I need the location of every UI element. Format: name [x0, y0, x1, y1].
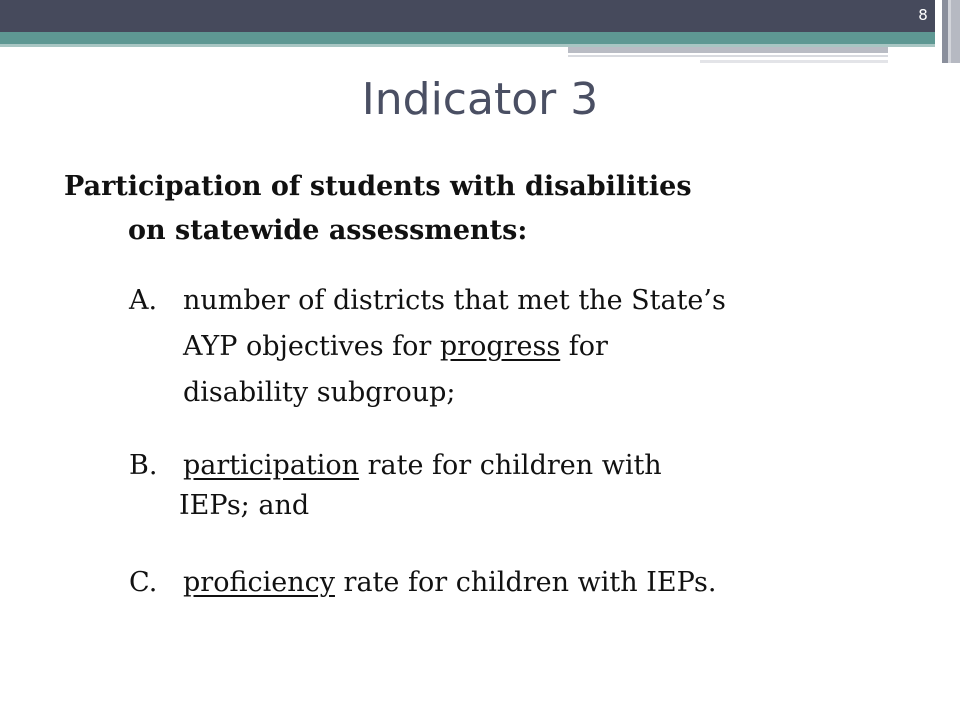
- list-item-c: [129, 560, 869, 606]
- slide-heading: [64, 165, 924, 253]
- text-fragment: AYP objectives for: [183, 331, 440, 362]
- heading-line: Participation of students with disabilities: [64, 171, 692, 202]
- list-item-text: [129, 324, 869, 370]
- decorative-stripe: [935, 0, 942, 63]
- slide-title: Indicator 3: [361, 74, 599, 125]
- underlined-term: participation: [183, 450, 360, 481]
- list-item-text: number of districts that met the State’s: [183, 285, 726, 316]
- decorative-line: [568, 47, 888, 53]
- header-bar: [0, 0, 960, 32]
- list-item-text: rate for children with IEPs.: [334, 567, 717, 598]
- heading-line: on statewide assessments:: [128, 215, 528, 246]
- slide-number: 8: [918, 6, 928, 24]
- underlined-term: progress: [439, 331, 561, 362]
- list-item-letter: A.: [129, 285, 158, 316]
- list-item-letter: C.: [129, 567, 158, 598]
- underlined-term: proficiency: [183, 567, 335, 598]
- list-item-letter: B.: [129, 450, 158, 481]
- decorative-line: [700, 60, 888, 63]
- list-item-text: rate for children with: [359, 450, 662, 481]
- list-item-a: [129, 278, 869, 416]
- text-fragment: for: [560, 331, 608, 362]
- list-item-text: IEPs; and: [179, 490, 310, 521]
- header-accent-band: [0, 32, 935, 44]
- list-item-b: [129, 446, 869, 526]
- list-item-text: disability subgroup;: [183, 377, 456, 408]
- decorative-line: [568, 55, 888, 57]
- decorative-stripe: [951, 0, 960, 63]
